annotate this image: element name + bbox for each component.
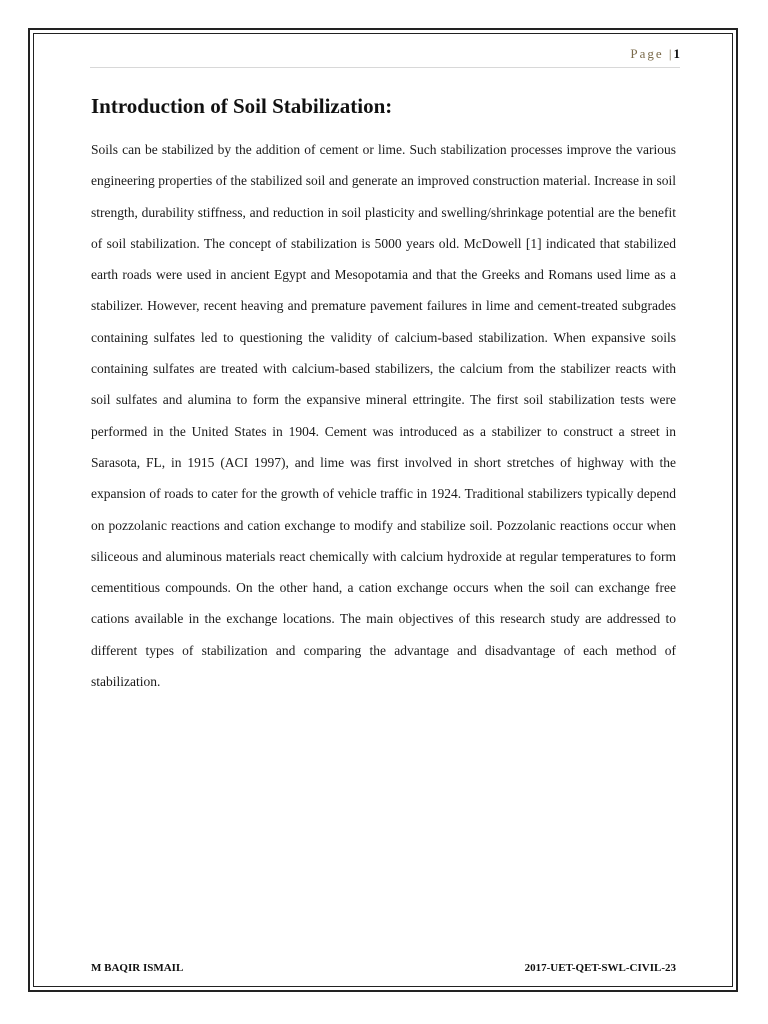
document-body-paragraph: Soils can be stabilized by the addition of cement or lime. Such stabilization processes improve the various engineering properties of the stabilized soil and generate an improved construction material. Increase in soil strength, durability stiffness, and reduction in soil plasticity and swelling/shrinkage potential are the benefit of soil stabilization. The concept of stabilization is 5000 years old. McDowell [1] indicated that stabilized earth roads were used in ancient Egypt and Mesopotamia and that the Greeks and Romans used lime as a stabilizer. However, recent heaving and premature pavement failures in lime and cement-treated subgrades containing sulfates led to questioning the validity of calcium-based stabilization. When expansive soils containing sulfates are treated with calcium-based stabilizers, the calcium from the stabilizer reacts with soil sulfates and alumina to form the expansive mineral ettringite. The first soil stabilization tests were performed in the United States in 1904. Cement was introduced as a stabilizer to construct a street in Sarasota, FL, in 1915 (ACI 1997), and lime was first involved in short stretches of highway with the expansion of roads to cater for the growth of vehicle traffic in 1924. Traditional stabilizers typically depend on pozzolanic reactions and cation exchange to modify and stabilize soil. Pozzolanic reactions occur when siliceous and aluminous materials react chemically with calcium hydroxide at regular temperatures to form cementitious compounds. On the other hand, a cation exchange occurs when the soil can exchange free cations available in the exchange locations. The main objectives of this research study are addressed to different types of stabilization and comparing the advantage and disadvantage of each method of stabilization. — [91, 142, 676, 690]
document-title: Introduction of Soil Stabilization: — [91, 94, 393, 118]
page-header — [90, 46, 680, 66]
footer-id: 2017-UET-QET-SWL-CIVIL-23 — [524, 962, 676, 974]
page-label: Page | — [630, 46, 674, 61]
header-divider — [90, 67, 680, 68]
footer-author: M BAQIR ISMAIL — [91, 962, 184, 974]
page-number: 1 — [673, 46, 680, 61]
